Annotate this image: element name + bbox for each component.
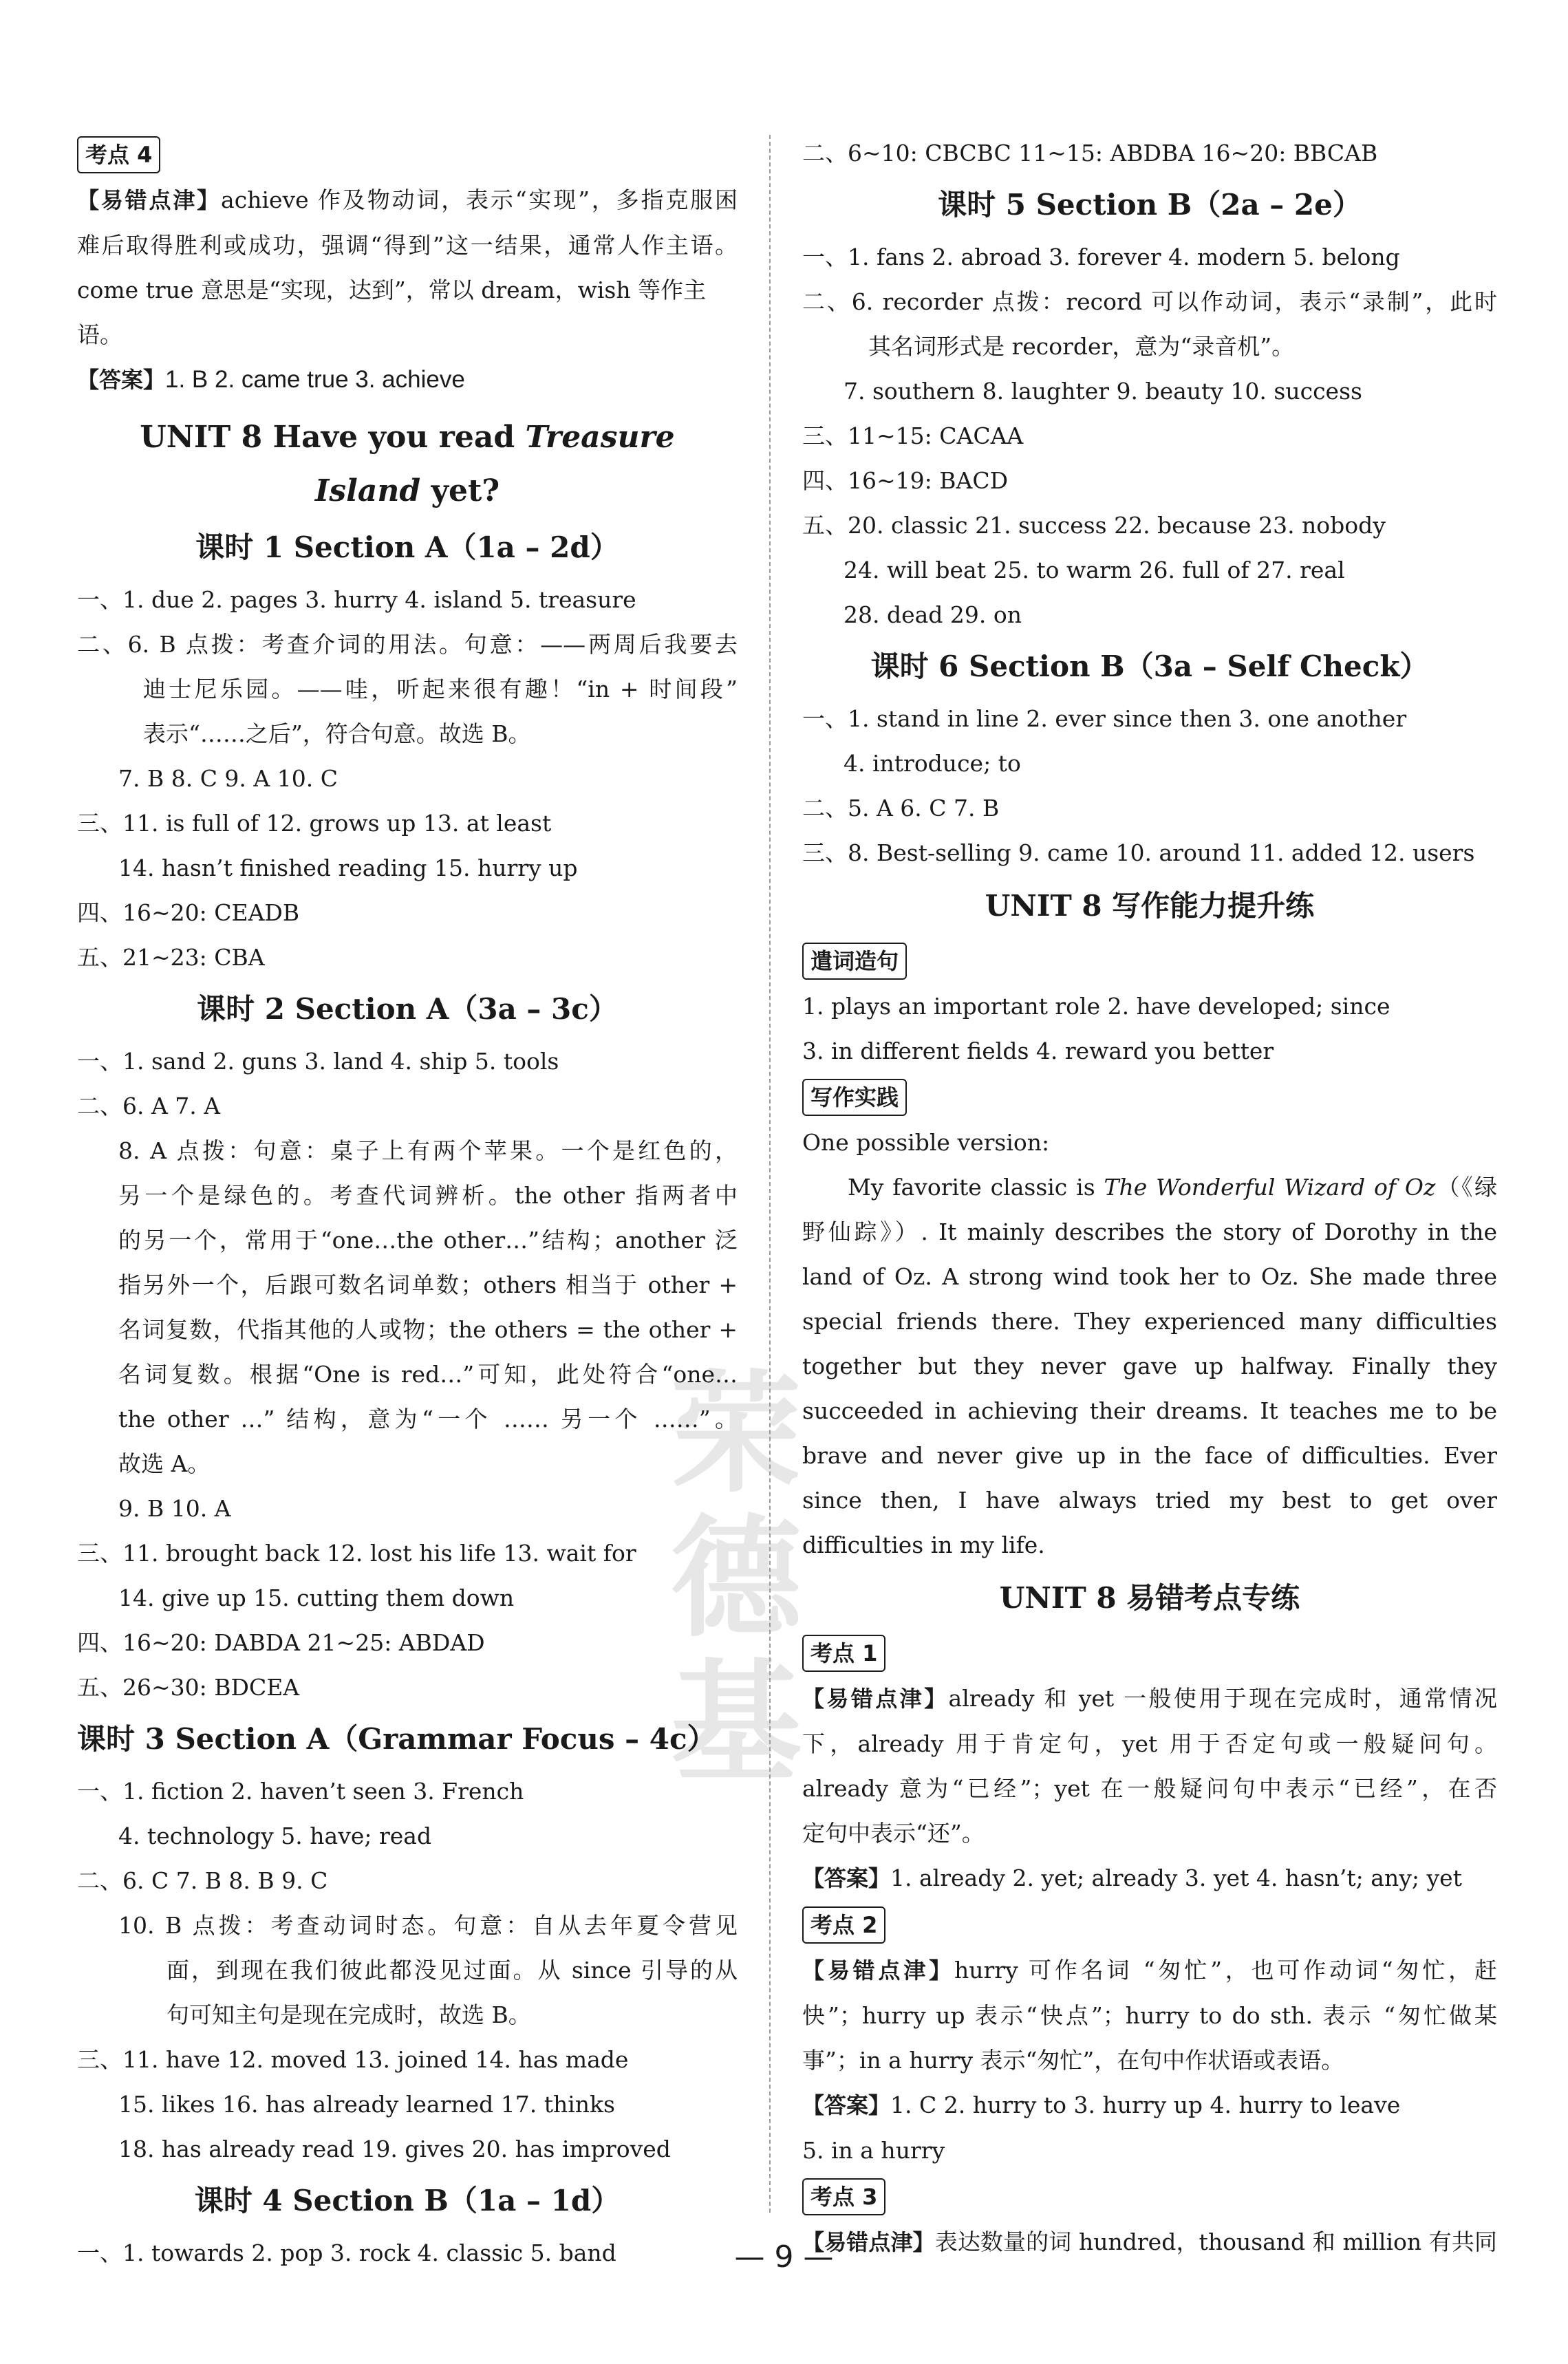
answer-line: 面，到现在我们彼此都没见过面。从 since 引导的从 xyxy=(167,1957,738,1984)
kaodian-2-block xyxy=(802,1901,1497,2173)
kaodian-3-label: 考点 3 xyxy=(802,2178,885,2215)
model-essay xyxy=(802,1165,1497,1567)
essay-book-title: The Wonderful Wizard of Oz xyxy=(1104,1174,1436,1201)
answer-line: 三、8. Best-selling 9. came 10. around 11. added 12. users xyxy=(802,839,1475,866)
tip-line xyxy=(802,1948,1497,1993)
tip-line: come true 意思是“实现，达到”，常以 dream，wish 等作主语。 xyxy=(77,277,707,348)
lesson-1-title: 课时 1 Section A（1a – 2d） xyxy=(195,530,619,564)
tip-tag: 【易错点津】 xyxy=(802,1957,955,1984)
tip-line xyxy=(77,178,738,223)
answer-line: the other …” 结构，意为“一个 …… 另一个 ……”。 xyxy=(118,1406,738,1432)
essay-text: （《绿野仙踪》）. It mainly describes the story of Dorothy in the land of Oz. A strong wind took her to Oz. She made three special friends there. They experienced many difficulties together but they never gave up halfway. Finally they succeeded in achieving their dreams. It teaches me to be brave and never give up in the face of difficulties. Ever since then, I have always tried my best to get over difficulties in my life. xyxy=(802,1174,1497,1558)
tip-text: achieve 作及物动词，表示“实现”，多指克服困 xyxy=(221,186,738,213)
answer-line: 14. hasn’t finished reading 15. hurry up xyxy=(118,855,578,881)
answer-line: 五、26~30: BDCEA xyxy=(77,1674,300,1701)
answer-line: 1. plays an important role 2. have developed; since xyxy=(802,993,1390,1020)
answer-line: 一、1. fiction 2. haven’t seen 3. French xyxy=(77,1778,524,1805)
tip-text: already 和 yet 一般使用于现在完成时，通常情况 xyxy=(948,1685,1497,1712)
kaodian-1-label: 考点 1 xyxy=(802,1635,885,1672)
answer-line: 5. in a hurry xyxy=(802,2137,945,2164)
answer-line: 4. technology 5. have; read xyxy=(118,1823,432,1849)
unit-title-italic: Island xyxy=(314,473,421,508)
answer-line: 3. in different fields 4. reward you better xyxy=(802,1038,1274,1064)
tip-tag: 【易错点津】 xyxy=(802,2229,935,2255)
answer-line xyxy=(802,1856,1497,1901)
answer-line: 一、1. fans 2. abroad 3. forever 4. modern 5. belong xyxy=(802,244,1400,270)
tip-line xyxy=(802,1676,1497,1721)
answer-text: 1. already 2. yet; already 3. yet 4. hasn’t; any; yet xyxy=(890,1865,1462,1891)
answer-line: 14. give up 15. cutting them down xyxy=(118,1584,515,1611)
answer-line: 二、5. A 6. C 7. B xyxy=(802,795,1000,821)
unit-title-italic: Treasure xyxy=(525,420,675,455)
answer-line: 名词复数。根据“One is red…”可知，此处符合“one… xyxy=(118,1361,738,1388)
answer-tag: 【答案】 xyxy=(802,1865,891,1891)
answer-line: 迪士尼乐园。——哇，听起来很有趣！“in + 时间段” xyxy=(143,676,738,702)
writing-section-title: UNIT 8 写作能力提升练 xyxy=(985,889,1315,923)
answer-line: 7. southern 8. laughter 9. beauty 10. success xyxy=(844,378,1362,405)
tip-line: 快”；hurry up 表示“快点”；hurry to do sth. 表示 “匆忙做某 xyxy=(802,2002,1497,2029)
answer-line: 一、1. stand in line 2. ever since then 3. one another xyxy=(802,705,1407,732)
answer-line: 28. dead 29. on xyxy=(844,601,1022,628)
lesson-3-title: 课时 3 Section A（Grammar Focus – 4c） xyxy=(77,1722,716,1756)
lesson-5-answers xyxy=(802,235,1497,637)
tip-line: 下，already 用于肯定句，yet 用于否定句或一般疑问句。 xyxy=(802,1730,1497,1757)
kaodian-4-block xyxy=(77,131,738,402)
answer-line: 五、21~23: CBA xyxy=(77,944,265,971)
answer-line: 其名词形式是 recorder，意为“录音机”。 xyxy=(868,333,1295,360)
lesson-4-title: 课时 4 Section B（1a – 1d） xyxy=(194,2184,621,2217)
answer-line: 15. likes 16. has already learned 17. thinks xyxy=(118,2091,615,2118)
answer-line: 指另外一个，后跟可数名词单数；others 相当于 other + xyxy=(118,1271,738,1298)
tip-text: hurry 可作名词 “匆忙”，也可作动词“匆忙，赶 xyxy=(954,1957,1497,1984)
answer-tag: 【答案】 xyxy=(802,2092,891,2118)
answer-text: 1. B 2. came true 3. achieve xyxy=(165,366,465,393)
answer-line: 18. has already read 19. gives 20. has improved xyxy=(118,2136,671,2162)
answer-line: 二、6. C 7. B 8. B 9. C xyxy=(77,1867,328,1894)
unit-title-text: yet? xyxy=(420,473,500,508)
answer-line: 三、11. is full of 12. grows up 13. at least xyxy=(77,810,552,837)
lesson-5-title: 课时 5 Section B（2a – 2e） xyxy=(938,188,1362,222)
answer-line: 一、1. towards 2. pop 3. rock 4. classic 5. band xyxy=(77,2239,616,2266)
answer-line: 名词复数，代指其他的人或物；the others = the other + xyxy=(118,1316,738,1343)
answer-line xyxy=(802,2083,1497,2128)
writing-box-1: 遣词造句 xyxy=(802,943,907,980)
tip-tag: 【易错点津】 xyxy=(802,1686,949,1712)
essay-intro: One possible version: xyxy=(802,1129,1050,1156)
answer-line: 二、6. A 7. A xyxy=(77,1093,221,1119)
answer-line: 24. will beat 25. to warm 26. full of 27. real xyxy=(844,557,1345,583)
tip-tag: 【易错点津】 xyxy=(77,187,222,213)
lesson-2-answers xyxy=(77,1039,738,1710)
answer-line: 一、1. sand 2. guns 3. land 4. ship 5. tools xyxy=(77,1048,559,1075)
answer-line: 7. B 8. C 9. A 10. C xyxy=(118,765,338,792)
unit-title xyxy=(77,411,738,518)
lesson-6-answers xyxy=(802,696,1497,875)
column-divider xyxy=(769,135,771,2213)
tip-line: already 意为“已经”；yet 在一般疑问句中表示“已经”，在否 xyxy=(802,1775,1497,1802)
answer-line: 二、6. B 点拨：考查介词的用法。句意：——两周后我要去 xyxy=(77,631,738,658)
answer-line: 五、20. classic 21. success 22. because 23. nobody xyxy=(802,512,1386,539)
lesson-6-title: 课时 6 Section B（3a – Self Check） xyxy=(870,649,1429,683)
tip-line: 定句中表示“还”。 xyxy=(802,1820,985,1847)
answer-line: 四、16~19: BACD xyxy=(802,467,1009,494)
answer-line: 三、11~15: CACAA xyxy=(802,422,1024,449)
answer-line: 故选 A。 xyxy=(118,1450,211,1477)
answer-line: 句可知主句是现在完成时，故选 B。 xyxy=(167,2001,531,2028)
answer-line: 8. A 点拨：句意：桌子上有两个苹果。一个是红色的， xyxy=(118,1137,738,1164)
right-column xyxy=(802,131,1497,2265)
tip-line: 事”；in a hurry 表示“匆忙”，在句中作状语或表语。 xyxy=(802,2047,1344,2074)
tip-text: 表达数量的词 hundred，thousand 和 million 有共同 xyxy=(934,2228,1497,2255)
answer-line: 10. B 点拨：考查动词时态。句意：自从去年夏令营见 xyxy=(118,1912,738,1939)
unit-title-text: UNIT 8 Have you read xyxy=(140,420,526,455)
answer-line: 二、6~10: CBCBC 11~15: ABDBA 16~20: BBCAB xyxy=(802,140,1378,166)
watermark: 荣 德 基 xyxy=(670,1358,802,1799)
answer-line xyxy=(77,357,738,402)
kaodian-4-label: 考点 4 xyxy=(77,136,160,173)
kaodian-2-label: 考点 2 xyxy=(802,1906,885,1944)
page-number: — 9 — xyxy=(734,2239,834,2275)
answer-line: 四、16~20: CEADB xyxy=(77,899,300,926)
answer-line: 一、1. due 2. pages 3. hurry 4. island 5. treasure xyxy=(77,586,636,613)
answer-tag: 【答案】 xyxy=(77,367,166,393)
lesson-3-answers xyxy=(77,1769,738,2171)
answer-line: 的另一个，常用于“one…the other…”结构；another 泛 xyxy=(118,1227,738,1254)
kaodian-1-block xyxy=(802,1629,1497,1901)
answer-line: 另一个是绿色的。考查代词辨析。the other 指两者中 xyxy=(118,1182,738,1209)
answer-text: 1. C 2. hurry to 3. hurry up 4. hurry to leave xyxy=(890,2092,1401,2118)
answer-line: 4. introduce; to xyxy=(844,750,1021,777)
answer-line: 9. B 10. A xyxy=(118,1495,231,1522)
lesson-1-answers xyxy=(77,577,738,980)
tip-line: 难后取得胜利或成功，强调“得到”这一结果，通常人作主语。 xyxy=(77,232,738,259)
errors-section-title: UNIT 8 易错考点专练 xyxy=(999,1581,1300,1615)
lesson-2-title: 课时 2 Section A（3a – 3c） xyxy=(197,992,618,1026)
answer-line: 四、16~20: DABDA 21~25: ABDAD xyxy=(77,1629,485,1656)
left-column xyxy=(77,131,738,2275)
answer-line: 二、6. recorder 点拨：record 可以作动词，表示“录制”，此时 xyxy=(802,288,1497,315)
answer-line: 三、11. brought back 12. lost his life 13. wait for xyxy=(77,1540,636,1567)
writing-box-2: 写作实践 xyxy=(802,1079,907,1116)
essay-text: My favorite classic is xyxy=(848,1174,1104,1201)
answer-line: 三、11. have 12. moved 13. joined 14. has made xyxy=(77,2046,629,2073)
answer-line: 表示“……之后”，符合句意。故选 B。 xyxy=(143,720,531,747)
